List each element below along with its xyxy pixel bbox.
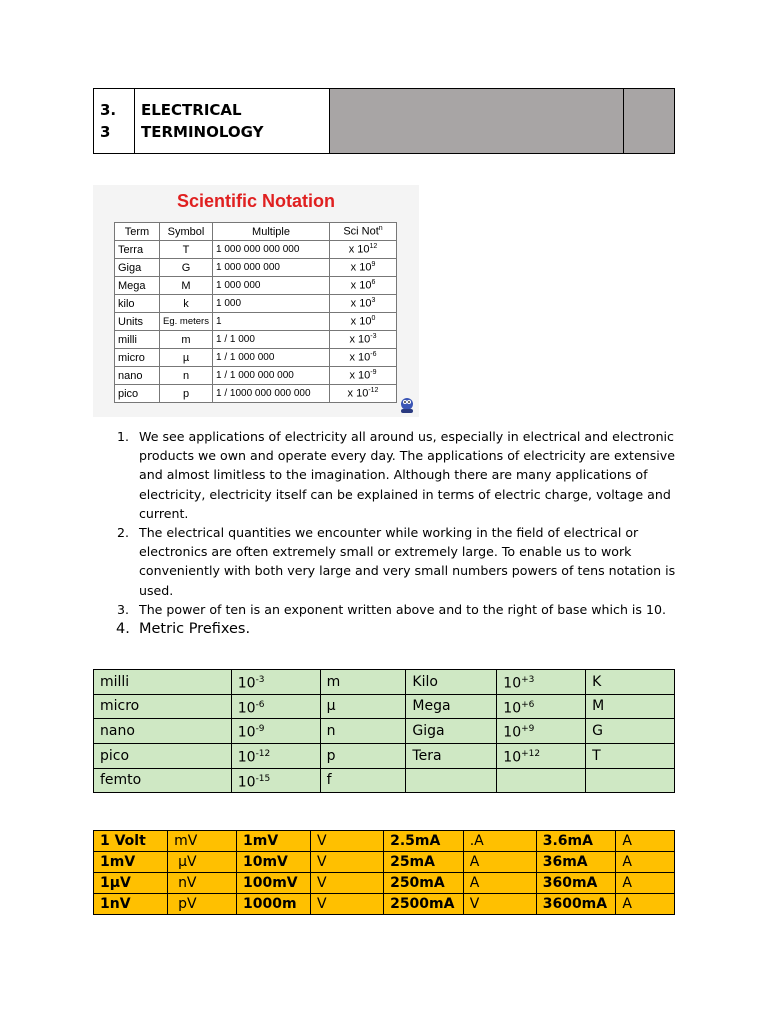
sci-term-cell: Terra xyxy=(115,241,160,259)
unit-cell: 360mA xyxy=(536,873,616,894)
unit-row xyxy=(94,873,675,894)
unit-cell: V xyxy=(311,873,384,894)
sci-exponent: 3 xyxy=(371,297,376,305)
mascot-icon xyxy=(397,395,417,415)
unit-cell: µV xyxy=(168,852,237,873)
prefix-power-base: 10 xyxy=(237,675,256,692)
sci-base: x 10 xyxy=(350,297,372,310)
unit-cell: V xyxy=(463,894,536,915)
sci-multiple-cell: 1 000 000 000 000 xyxy=(213,241,330,259)
sci-notation-cell xyxy=(330,277,397,295)
sci-symbol-cell: k xyxy=(160,295,213,313)
unit-cell: 1000m xyxy=(236,894,310,915)
sci-symbol-cell: n xyxy=(160,367,213,385)
col-multiple-header: Multiple xyxy=(213,223,330,241)
unit-cell: 1nV xyxy=(94,894,168,915)
prefix-power-cell xyxy=(497,670,586,695)
prefix-power-exponent: -9 xyxy=(255,724,265,735)
prefix-symbol-cell: f xyxy=(320,768,406,793)
section-header-table xyxy=(93,88,675,154)
list-item xyxy=(93,523,678,600)
sci-notation-cell xyxy=(330,241,397,259)
unit-row xyxy=(94,852,675,873)
prefix-power-exponent: -12 xyxy=(255,748,271,759)
sci-exponent: -9 xyxy=(370,369,377,377)
list-item-number: 3. xyxy=(117,601,130,617)
sci-symbol-cell: p xyxy=(160,385,213,403)
sci-notation-header-row xyxy=(115,223,397,241)
sci-term-cell: nano xyxy=(115,367,160,385)
prefix-power-exponent: -3 xyxy=(255,675,265,685)
sci-notation-row xyxy=(115,367,397,385)
col-term-header: Term xyxy=(115,223,160,241)
prefix-power-cell xyxy=(497,768,586,793)
list-item-number: 2. xyxy=(117,525,130,541)
prefix-name-cell: nano xyxy=(94,719,232,744)
unit-row xyxy=(94,894,675,915)
sci-symbol-cell: M xyxy=(160,277,213,295)
list-item-text: The electrical quantities we encounter while working in the field of electrical or electronics are often extremely small or extremely large. To enable us to work conveniently with both very large and very small numbers powers of tens notation is used. xyxy=(139,525,676,598)
sci-term-cell: kilo xyxy=(115,295,160,313)
prefix-row xyxy=(94,670,675,695)
sci-symbol-cell: G xyxy=(160,259,213,277)
section-number-text: 3. 3 xyxy=(100,101,117,141)
unit-row xyxy=(94,831,675,852)
header-grey-cell xyxy=(330,89,624,154)
prefix-name-cell: Tera xyxy=(406,743,497,768)
list-item-text: Metric Prefixes. xyxy=(139,621,251,638)
unit-cell: 2.5mA xyxy=(384,831,464,852)
prefix-name-cell: Kilo xyxy=(406,670,497,695)
col-sci-label: Sci Not xyxy=(343,225,379,238)
sci-exponent: 0 xyxy=(371,315,376,323)
list-item xyxy=(93,427,678,523)
prefix-symbol-cell: T xyxy=(586,743,675,768)
prefix-power-base: 10 xyxy=(237,749,256,766)
prefix-name-cell: femto xyxy=(94,768,232,793)
prefix-power-cell xyxy=(497,694,586,719)
unit-cell: A xyxy=(616,831,675,852)
prefix-power-exponent: -15 xyxy=(255,773,271,784)
sci-term-cell: micro xyxy=(115,349,160,367)
list-item xyxy=(93,600,678,619)
sci-symbol-cell: T xyxy=(160,241,213,259)
explanation-list xyxy=(93,427,678,640)
sci-term-cell: pico xyxy=(115,385,160,403)
unit-cell: A xyxy=(616,894,675,915)
sci-notation-cell xyxy=(330,313,397,331)
sci-term-cell: milli xyxy=(115,331,160,349)
prefix-symbol-cell: G xyxy=(586,719,675,744)
prefix-power-exponent: -6 xyxy=(255,699,265,710)
sci-notation-cell xyxy=(330,349,397,367)
sci-exponent: 12 xyxy=(369,243,378,251)
unit-conversion-table xyxy=(93,830,675,915)
sci-notation-row xyxy=(115,313,397,331)
sci-notation-row xyxy=(115,295,397,313)
prefix-row xyxy=(94,743,675,768)
sci-term-cell: Giga xyxy=(115,259,160,277)
unit-cell: A xyxy=(616,852,675,873)
sci-notation-row xyxy=(115,259,397,277)
sci-multiple-cell: 1 / 1 000 xyxy=(213,331,330,349)
unit-cell: 2500mA xyxy=(384,894,464,915)
sci-multiple-cell: 1 000 xyxy=(213,295,330,313)
unit-cell: V xyxy=(311,894,384,915)
sci-symbol-cell: µ xyxy=(160,349,213,367)
prefix-power-base: 10 xyxy=(237,724,256,741)
sci-base: x 10 xyxy=(348,243,370,256)
prefix-symbol-cell: p xyxy=(320,743,406,768)
prefix-power-cell xyxy=(497,719,586,744)
prefix-power-base: 10 xyxy=(237,700,256,717)
sci-notation-body xyxy=(115,241,397,403)
prefix-symbol-cell: µ xyxy=(320,694,406,719)
section-title-text: ELECTRICAL TERMINOLOGY xyxy=(141,101,264,141)
unit-cell: 1 Volt xyxy=(94,831,168,852)
sci-term-cell: Mega xyxy=(115,277,160,295)
list-item-text: We see applications of electricity all around us, especially in electrical and electronic products we own and operate every day. The applications of electricity are extensive and almost limitless to the imagination. Although there are many applications of electricity, electricity itself can be explained in terms of electric charge, voltage and current. xyxy=(139,429,675,521)
sci-multiple-cell: 1 / 1000 000 000 000 xyxy=(213,385,330,403)
prefix-name-cell: micro xyxy=(94,694,232,719)
list-item xyxy=(93,619,678,640)
sci-exponent: -3 xyxy=(370,333,377,341)
unit-cell: nV xyxy=(168,873,237,894)
sci-multiple-cell: 1 xyxy=(213,313,330,331)
sci-term-cell: Units xyxy=(115,313,160,331)
sci-notation-cell xyxy=(330,295,397,313)
unit-cell: 10mV xyxy=(236,852,310,873)
prefix-name-cell: pico xyxy=(94,743,232,768)
sci-notation-table xyxy=(114,222,397,403)
prefix-power-cell xyxy=(231,670,320,695)
list-item-number: 4. xyxy=(116,621,130,638)
list-item-text: The power of ten is an exponent written above and to the right of base which is 10. xyxy=(139,601,667,617)
prefix-power-exponent: +9 xyxy=(521,724,535,735)
unit-cell: 3.6mA xyxy=(536,831,616,852)
unit-conversion-body xyxy=(94,831,675,915)
unit-cell: 3600mA xyxy=(536,894,616,915)
unit-cell: V xyxy=(311,831,384,852)
unit-cell: A xyxy=(616,873,675,894)
sci-notation-cell xyxy=(330,331,397,349)
unit-cell: 25mA xyxy=(384,852,464,873)
sci-notation-row xyxy=(115,349,397,367)
list-item-number: 1. xyxy=(117,429,130,444)
sci-notation-cell xyxy=(330,367,397,385)
unit-cell: V xyxy=(311,852,384,873)
prefix-symbol-cell: K xyxy=(586,670,675,695)
sci-multiple-cell: 1 / 1 000 000 xyxy=(213,349,330,367)
unit-cell: 1mV xyxy=(94,852,168,873)
unit-cell: A xyxy=(463,852,536,873)
prefix-power-base: 10 xyxy=(237,774,256,791)
unit-cell: 1mV xyxy=(236,831,310,852)
sci-notation-cell xyxy=(330,385,397,403)
prefix-symbol-cell: m xyxy=(320,670,406,695)
metric-prefixes-body xyxy=(94,670,675,793)
sci-base: x 10 xyxy=(349,333,371,346)
sci-notation-row xyxy=(115,241,397,259)
section-title xyxy=(135,89,330,154)
prefix-power-cell xyxy=(497,743,586,768)
prefix-power-exponent: +6 xyxy=(521,699,535,710)
sci-multiple-cell: 1 000 000 xyxy=(213,277,330,295)
sci-symbol-cell: Eg. meters xyxy=(160,313,213,331)
unit-cell: 250mA xyxy=(384,873,464,894)
sci-multiple-cell: 1 000 000 000 xyxy=(213,259,330,277)
sci-exponent: 6 xyxy=(371,279,376,287)
prefix-power-cell xyxy=(231,743,320,768)
prefix-power-cell xyxy=(231,768,320,793)
unit-cell: mV xyxy=(168,831,237,852)
sci-symbol-cell: m xyxy=(160,331,213,349)
section-number xyxy=(94,89,135,154)
prefix-power-cell xyxy=(231,719,320,744)
sci-notation-row xyxy=(115,277,397,295)
unit-cell: A xyxy=(463,873,536,894)
sci-base: x 10 xyxy=(347,387,369,400)
prefix-name-cell: Mega xyxy=(406,694,497,719)
sci-notation-cell xyxy=(330,259,397,277)
sci-multiple-cell: 1 / 1 000 000 000 xyxy=(213,367,330,385)
sci-exponent: -6 xyxy=(370,351,377,359)
prefix-name-cell xyxy=(406,768,497,793)
unit-cell: 36mA xyxy=(536,852,616,873)
col-sci-sup: n xyxy=(378,225,383,233)
unit-cell: 100mV xyxy=(236,873,310,894)
scientific-notation-figure xyxy=(93,185,419,417)
sci-base: x 10 xyxy=(350,315,372,328)
prefix-power-base: 10 xyxy=(503,749,522,766)
metric-prefixes-table xyxy=(93,669,675,793)
col-symbol-header: Symbol xyxy=(160,223,213,241)
prefix-row xyxy=(94,768,675,793)
col-sci-header xyxy=(330,223,397,241)
sci-base: x 10 xyxy=(349,369,371,382)
sci-base: x 10 xyxy=(349,351,371,364)
prefix-symbol-cell: M xyxy=(586,694,675,719)
prefix-power-base: 10 xyxy=(503,675,522,692)
prefix-row xyxy=(94,719,675,744)
prefix-row xyxy=(94,694,675,719)
unit-cell: 1µV xyxy=(94,873,168,894)
prefix-power-exponent: +3 xyxy=(521,675,535,685)
header-grey-cell-small xyxy=(624,89,675,154)
sci-exponent: 9 xyxy=(371,261,376,269)
prefix-symbol-cell: n xyxy=(320,719,406,744)
prefix-name-cell: milli xyxy=(94,670,232,695)
unit-cell: .A xyxy=(463,831,536,852)
prefix-power-base: 10 xyxy=(503,724,522,741)
sci-exponent: -12 xyxy=(368,387,379,395)
unit-cell: pV xyxy=(168,894,237,915)
sci-base: x 10 xyxy=(350,261,372,274)
prefix-power-exponent: +12 xyxy=(521,748,541,759)
prefix-power-cell xyxy=(231,694,320,719)
sci-notation-title: Scientific Notation xyxy=(176,191,335,211)
prefix-power-base: 10 xyxy=(503,700,522,717)
prefix-name-cell: Giga xyxy=(406,719,497,744)
prefix-symbol-cell xyxy=(586,768,675,793)
sci-notation-row xyxy=(115,331,397,349)
sci-base: x 10 xyxy=(350,279,372,292)
sci-notation-row xyxy=(115,385,397,403)
